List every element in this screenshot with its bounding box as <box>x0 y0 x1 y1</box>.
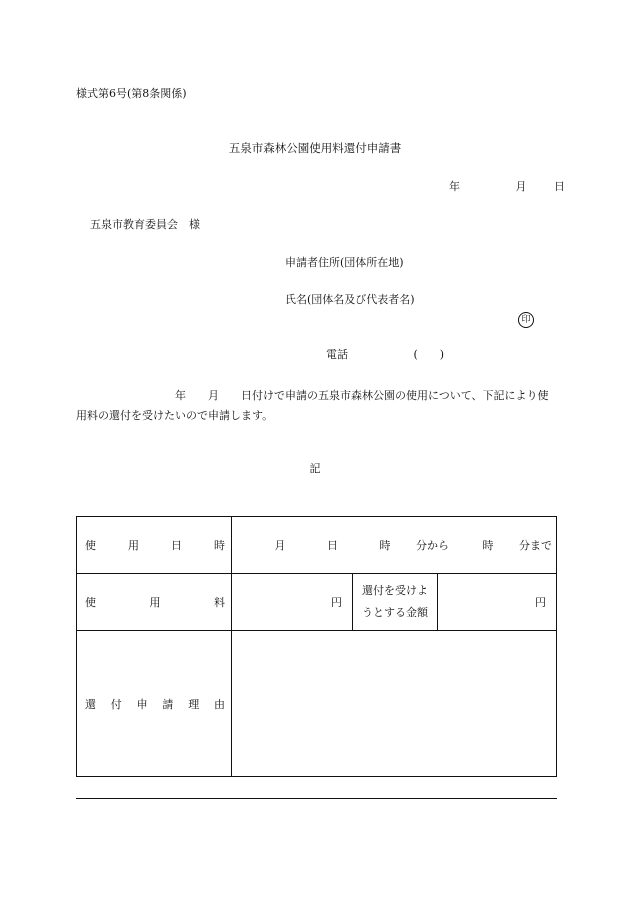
refund-amount-label: 還付を受けよ うとする金額 <box>353 574 438 631</box>
refund-reason-label: 還 付 申 請 理 由 <box>77 631 232 777</box>
phone-label: 電話 <box>326 348 348 361</box>
usage-fee-value[interactable]: 円 <box>232 574 353 631</box>
usage-fee-label: 使 用 料 <box>77 574 232 631</box>
refund-reason-value[interactable] <box>232 631 557 777</box>
bottom-divider <box>76 798 557 799</box>
table-row-usage-datetime <box>77 517 557 574</box>
date-year: 年 <box>449 180 460 193</box>
refund-amount-value[interactable]: 円 <box>438 574 557 631</box>
application-date <box>449 180 565 194</box>
usage-table <box>76 516 557 777</box>
application-statement: 年 月 日付けで申請の五泉市森林公園の使用について、下記により使用料の還付を受けたいので申請します。 <box>76 389 549 422</box>
applicant-address-label: 申請者住所(団体所在地) <box>285 256 404 269</box>
phone-parentheses: ( ) <box>413 348 445 361</box>
table-row-usage-fee <box>77 574 557 631</box>
usage-datetime-label: 使 用 日 時 <box>77 517 232 574</box>
applicant-name-label: 氏名(団体名及び代表者名) <box>285 293 415 306</box>
form-number: 様式第6号(第8条関係) <box>76 87 187 100</box>
date-day: 日 <box>554 180 565 193</box>
recipient: 五泉市教育委員会 様 <box>90 218 200 231</box>
seal-mark: 印 <box>518 312 534 328</box>
document-title: 五泉市森林公園使用料還付申請書 <box>228 141 402 155</box>
phone-line <box>326 348 444 362</box>
table-row-refund-reason <box>77 631 557 777</box>
usage-datetime-value[interactable]: 月 日 時 分から 時 分まで <box>232 517 557 574</box>
ki-heading: 記 <box>309 462 321 475</box>
date-month: 月 <box>515 180 527 193</box>
